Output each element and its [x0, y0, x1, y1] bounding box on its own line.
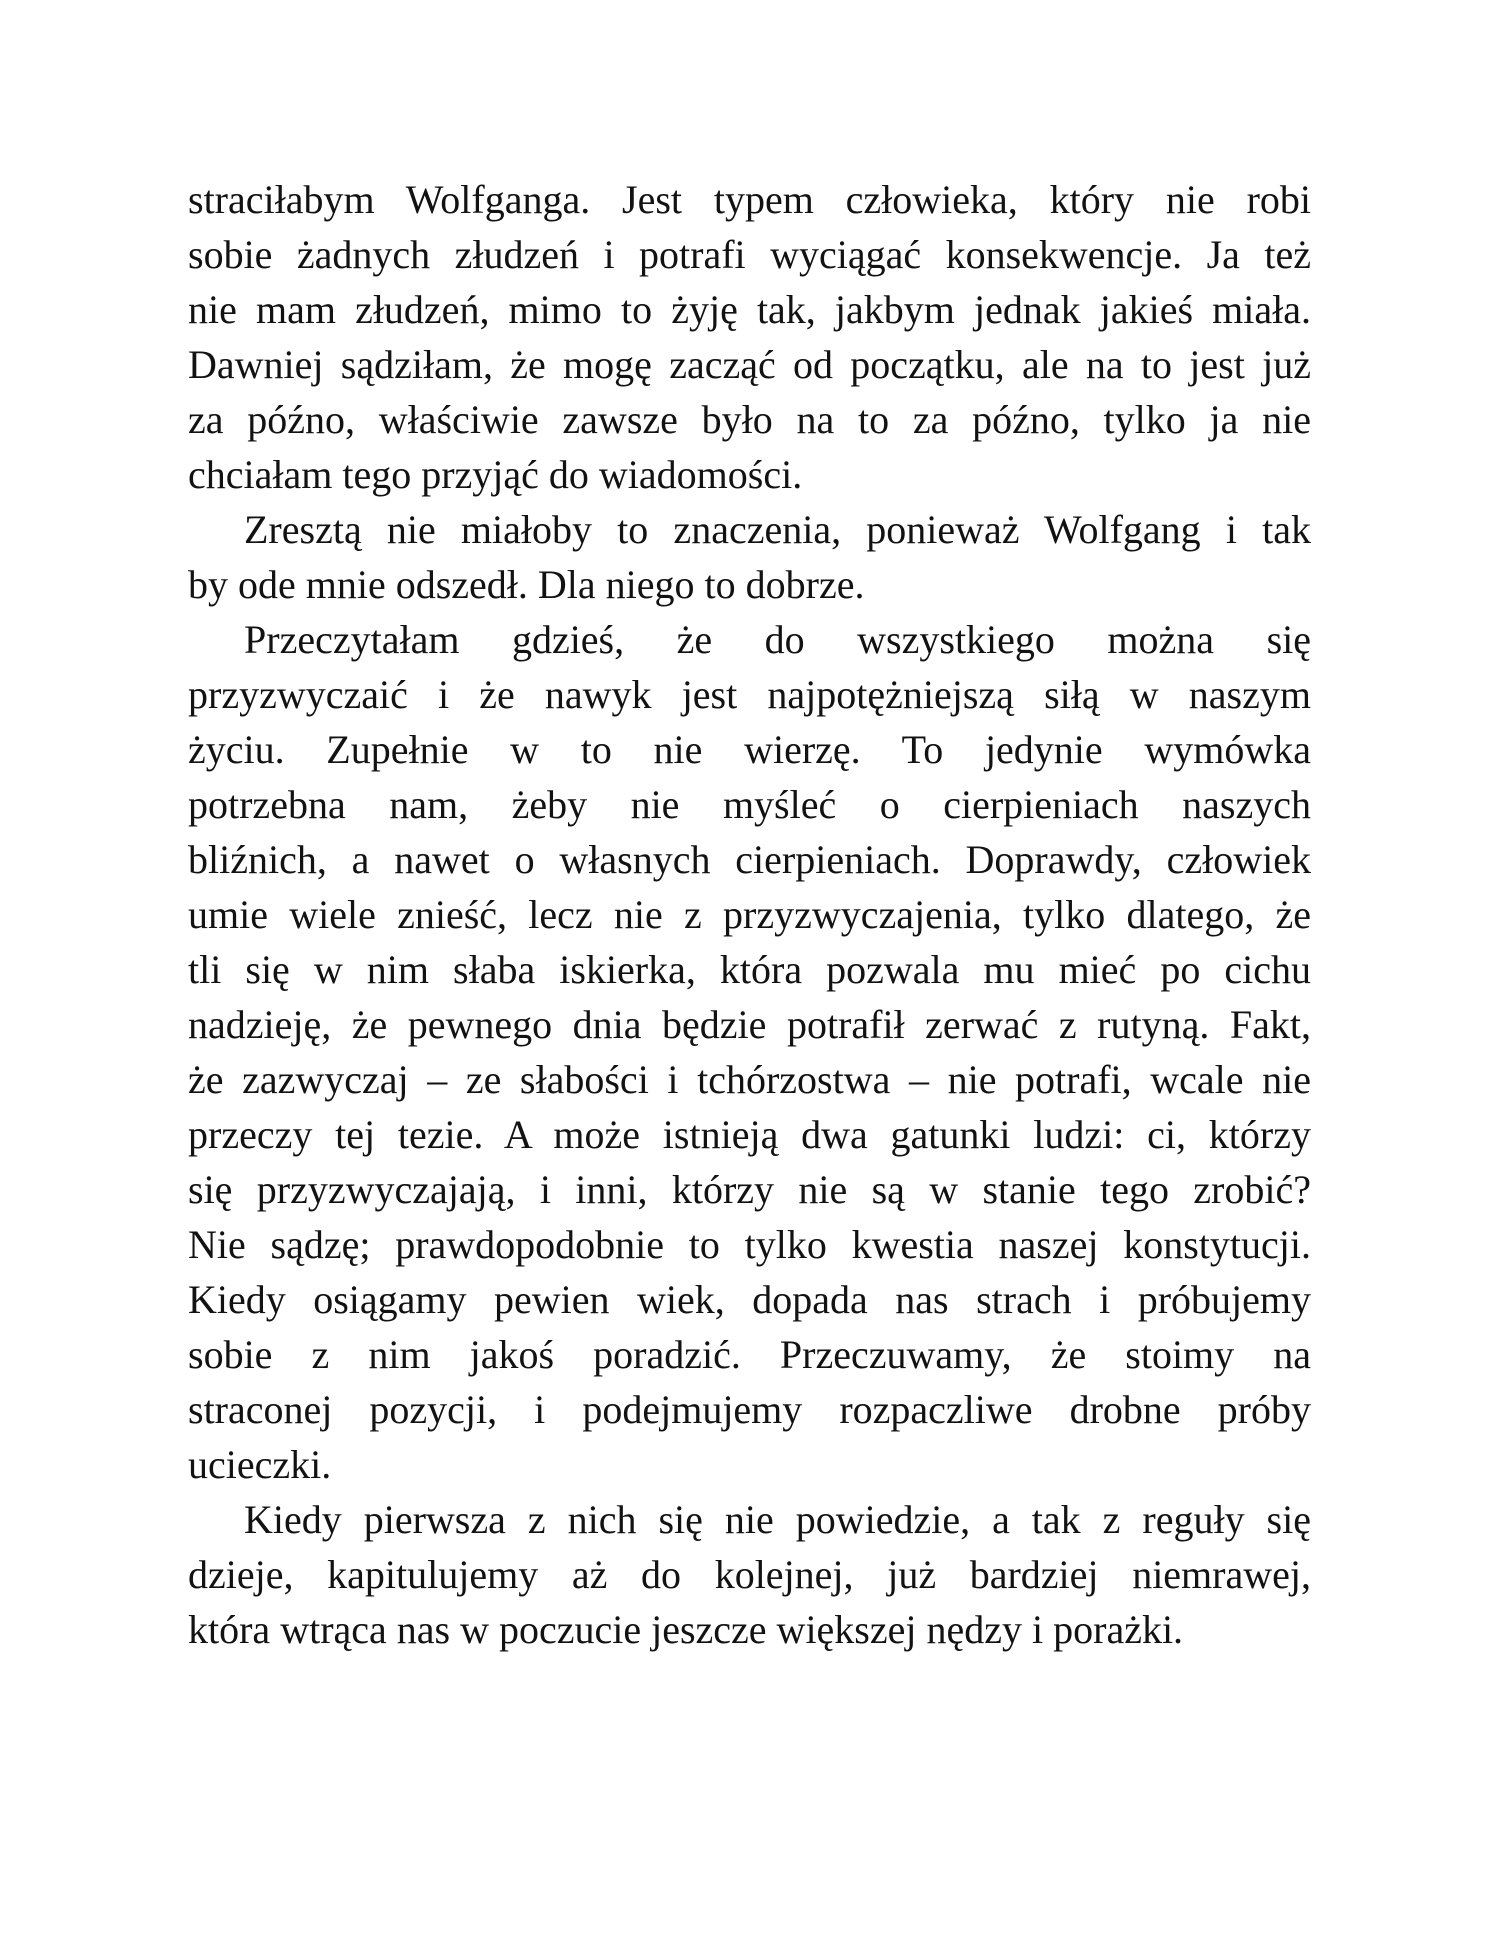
- text-line: Nie sądzę; prawdopodobnie to tylko kwestia naszej konstytucji.: [188, 1222, 1311, 1267]
- text-line: za późno, właściwie zawsze było na to za późno, tylko ja nie: [188, 397, 1311, 442]
- text-line: Dawniej sądziłam, że mogę zacząć od początku, ale na to jest już: [188, 342, 1311, 387]
- text-line: straconej pozycji, i podejmujemy rozpaczliwe drobne próby: [188, 1387, 1311, 1432]
- text-line: Kiedy pierwsza z nich się nie powiedzie, a tak z reguły się: [244, 1497, 1311, 1542]
- text-line: tli się w nim słaba iskierka, która pozwala mu mieć po cichu: [188, 947, 1311, 992]
- text-line: która wtrąca nas w poczucie jeszcze większej nędzy i porażki.: [188, 1607, 1184, 1652]
- paragraph: [188, 612, 1311, 1492]
- paragraph: [188, 172, 1311, 502]
- text-line: sobie żadnych złudzeń i potrafi wyciągać konsekwencje. Ja też: [188, 232, 1311, 277]
- text-line: by ode mnie odszedł. Dla niego to dobrze.: [188, 562, 865, 607]
- text-line: umie wiele znieść, lecz nie z przyzwyczajenia, tylko dlatego, że: [188, 892, 1311, 937]
- text-line: Kiedy osiągamy pewien wiek, dopada nas strach i próbujemy: [188, 1277, 1311, 1322]
- text-line: się przyzwyczajają, i inni, którzy nie są w stanie tego zrobić?: [188, 1167, 1311, 1212]
- text-line: sobie z nim jakoś poradzić. Przeczuwamy, że stoimy na: [188, 1332, 1311, 1377]
- text-line: ucieczki.: [188, 1442, 332, 1487]
- text-line: dzieje, kapitulujemy aż do kolejnej, już bardziej niemrawej,: [188, 1552, 1311, 1597]
- paragraph: [188, 1492, 1311, 1657]
- text-line: nadzieję, że pewnego dnia będzie potrafił zerwać z rutyną. Fakt,: [188, 1002, 1311, 1047]
- text-line: przyzwyczaić i że nawyk jest najpotężniejszą siłą w naszym: [188, 672, 1311, 717]
- text-line: potrzebna nam, żeby nie myśleć o cierpieniach naszych: [188, 782, 1311, 827]
- page-text: [188, 172, 1311, 1657]
- text-line: Zresztą nie miałoby to znaczenia, ponieważ Wolfgang i tak: [244, 507, 1311, 552]
- text-line: chciałam tego przyjąć do wiadomości.: [188, 452, 803, 497]
- text-line: bliźnich, a nawet o własnych cierpieniach. Doprawdy, człowiek: [188, 837, 1311, 882]
- paragraph: [188, 502, 1311, 612]
- text-line: Przeczytałam gdzieś, że do wszystkiego można się: [244, 617, 1311, 662]
- text-line: przeczy tej tezie. A może istnieją dwa gatunki ludzi: ci, którzy: [188, 1112, 1311, 1157]
- text-line: nie mam złudzeń, mimo to żyję tak, jakbym jednak jakieś miała.: [188, 287, 1311, 332]
- text-line: że zazwyczaj – ze słabości i tchórzostwa – nie potrafi, wcale nie: [188, 1057, 1311, 1102]
- text-line: straciłabym Wolfganga. Jest typem człowieka, który nie robi: [188, 177, 1311, 222]
- text-line: życiu. Zupełnie w to nie wierzę. To jedynie wymówka: [188, 727, 1311, 772]
